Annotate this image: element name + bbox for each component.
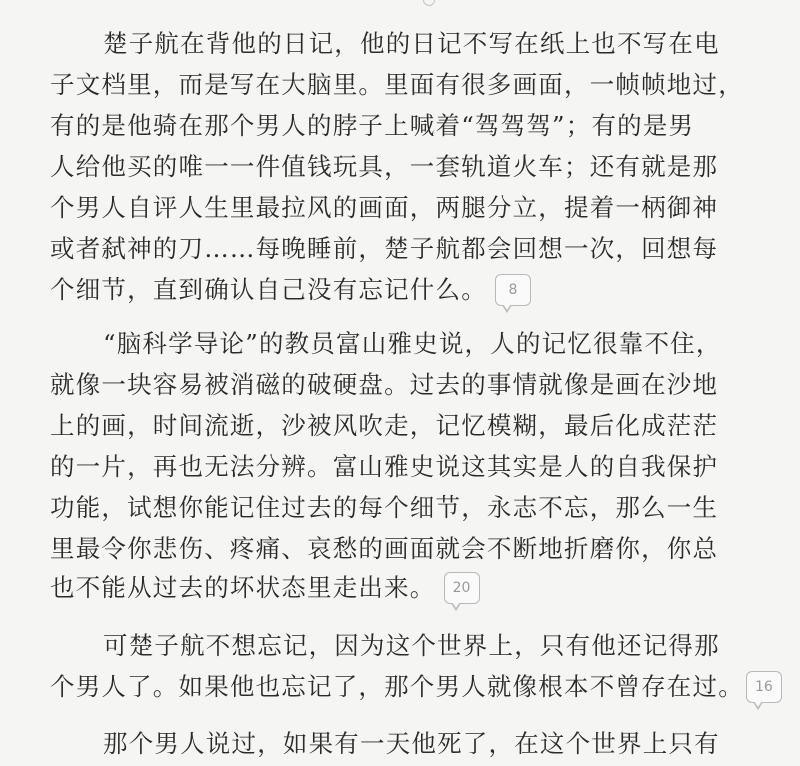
- comment-count: 16: [754, 678, 773, 695]
- text-line-last: [50, 268, 531, 312]
- text-line: 或者弑神的刀……每晚睡前，楚子航都会回想一次，回想每: [50, 234, 719, 263]
- text-line-content: 个男人了。如果他也忘记了，那个男人就像根本不曾存在过。: [50, 672, 744, 701]
- paragraph-comment-bubble[interactable]: [495, 274, 531, 306]
- text-line: “脑科学导论”的教员富山雅史说，人的记忆很靠不住，: [103, 329, 722, 358]
- text-line: 个男人自评人生里最拉风的画面，两腿分立，提着一柄御神: [50, 193, 719, 222]
- paragraph-comment-bubble[interactable]: [746, 671, 782, 703]
- text-line-last: [50, 665, 782, 709]
- paragraph-comment-bubble[interactable]: [444, 572, 480, 604]
- comment-count: 8: [508, 281, 518, 298]
- text-line: 里最令你悲伤、疼痛、哀愁的画面就会不断地折磨你，你总: [50, 534, 719, 563]
- text-line: 的一片，再也无法分辨。富山雅史说这其实是人的自我保护: [50, 452, 719, 481]
- text-line: 上的画，时间流逝，沙被风吹走，记忆模糊，最后化成茫茫: [50, 411, 719, 440]
- text-line-content: 个细节，直到确认自己没有忘记什么。: [50, 275, 487, 304]
- text-line: 楚子航在背他的日记，他的日记不写在纸上也不写在电: [103, 29, 720, 58]
- text-line: 就像一块容易被消磁的破硬盘。过去的事情就像是画在沙地: [50, 370, 719, 399]
- text-line: 功能，试想你能记住过去的每个细节，永志不忘，那么一生: [50, 493, 719, 522]
- text-line: 人给他买的唯一一件值钱玩具，一套轨道火车；还有就是那: [50, 152, 719, 181]
- page-indicator-dot-icon: [423, 0, 435, 6]
- text-line: 有的是他骑在那个男人的脖子上喊着“驾驾驾”；有的是男: [50, 111, 695, 140]
- text-line: 可楚子航不想忘记，因为这个世界上，只有他还记得那: [103, 631, 720, 660]
- text-line: 那个男人说过，如果有一天他死了，在这个世界上只有: [103, 729, 720, 758]
- text-line-last: [50, 566, 480, 610]
- comment-count: 20: [452, 579, 471, 596]
- text-line-content: 也不能从过去的坏状态里走出来。: [50, 573, 436, 602]
- text-line: 子文档里，而是写在大脑里。里面有很多画面，一帧帧地过，: [50, 70, 744, 99]
